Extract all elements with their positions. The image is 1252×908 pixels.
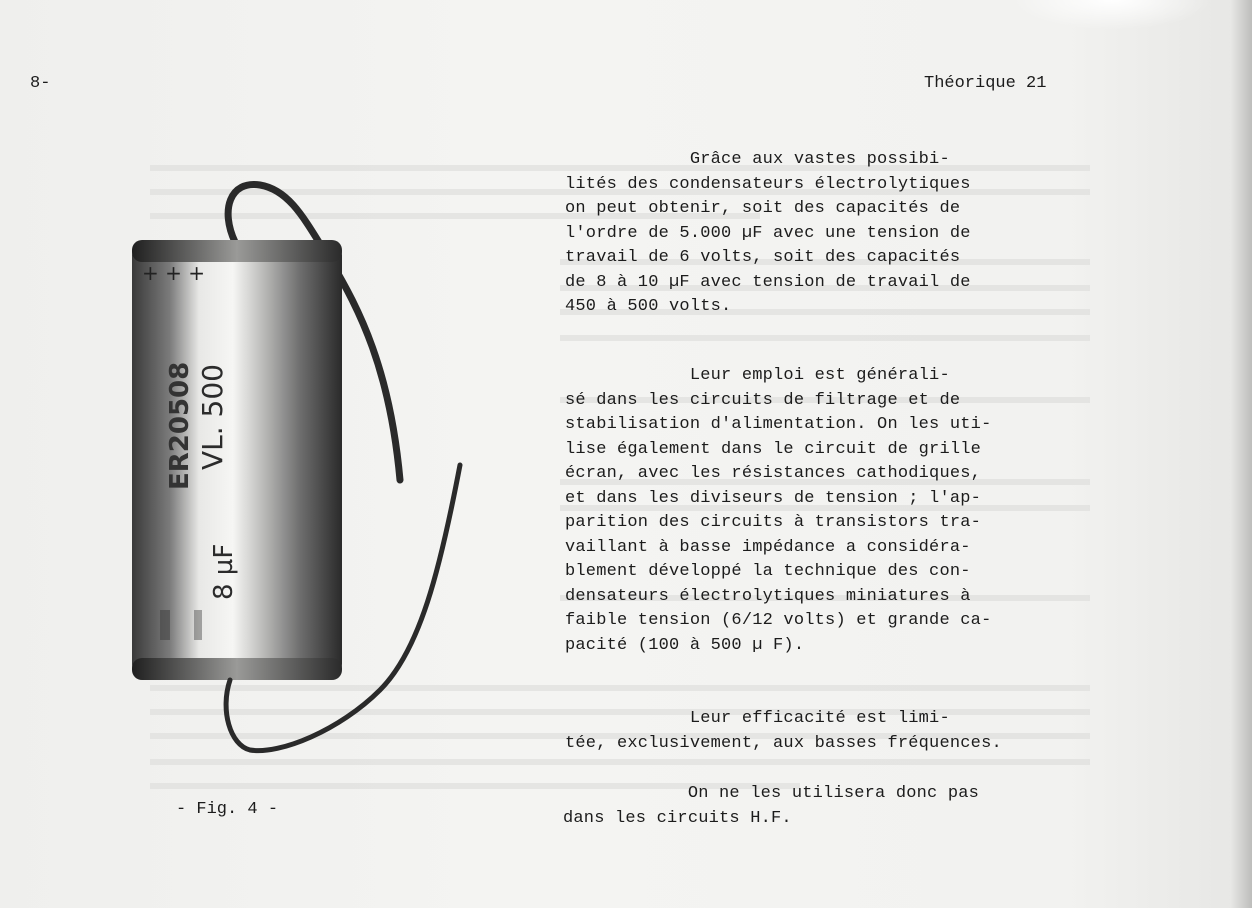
text-line: tée, exclusivement, aux basses fréquences.: [565, 733, 1002, 753]
capacitor-voltage: VL. 500: [196, 364, 229, 470]
text-line: de 8 à 10 µF avec tension de travail de: [565, 272, 971, 292]
text-line: stabilisation d'alimentation. On les uti-: [565, 415, 992, 434]
capacitor-plus-signs: + + +: [142, 261, 205, 285]
text-line: sé dans les circuits de filtrage et de: [565, 390, 961, 410]
paragraph-1: [565, 148, 971, 320]
capacitor-photo: [120, 170, 480, 770]
text-line: travail de 6 volts, soit des capacités: [565, 248, 961, 267]
text-line: dans les circuits H.F.: [563, 808, 792, 828]
text-line: Leur efficacité est limi-: [565, 709, 950, 728]
paragraph-3: [565, 707, 1002, 756]
text-line: écran, avec les résistances cathodiques,: [565, 464, 982, 483]
text-line: lise également dans le circuit de grille: [565, 439, 982, 459]
page-number: 8-: [30, 74, 51, 93]
paragraph-4: [563, 782, 979, 831]
text-line: densateurs électrolytiques miniatures à: [565, 586, 971, 606]
text-line: Grâce aux vastes possibi-: [565, 150, 950, 169]
text-line: pacité (100 à 500 µ F).: [565, 635, 805, 655]
figure-caption: - Fig. 4 -: [176, 800, 279, 819]
text-line: blement développé la technique des con-: [565, 562, 971, 581]
text-line: On ne les utilisera donc pas: [563, 784, 980, 803]
text-line: et dans les diviseurs de tension ; l'ap-: [565, 488, 982, 508]
capacitor-part-code: ER20508: [165, 361, 195, 490]
text-line: l'ordre de 5.000 µF avec une tension de: [565, 223, 971, 243]
text-line: 450 à 500 volts.: [565, 297, 732, 316]
paragraph-2: [565, 364, 991, 658]
capacitor-capacitance: 8 µF: [209, 543, 239, 600]
text-line: Leur emploi est générali-: [565, 366, 950, 385]
running-head: Théorique 21: [924, 74, 1047, 93]
text-line: lités des condensateurs électrolytiques: [565, 174, 971, 194]
text-line: on peut obtenir, soit des capacités de: [565, 199, 961, 218]
text-line: faible tension (6/12 volts) et grande ca-: [565, 611, 992, 630]
text-line: vaillant à basse impédance a considéra-: [565, 537, 971, 557]
text-line: parition des circuits à transistors tra-: [565, 513, 982, 532]
